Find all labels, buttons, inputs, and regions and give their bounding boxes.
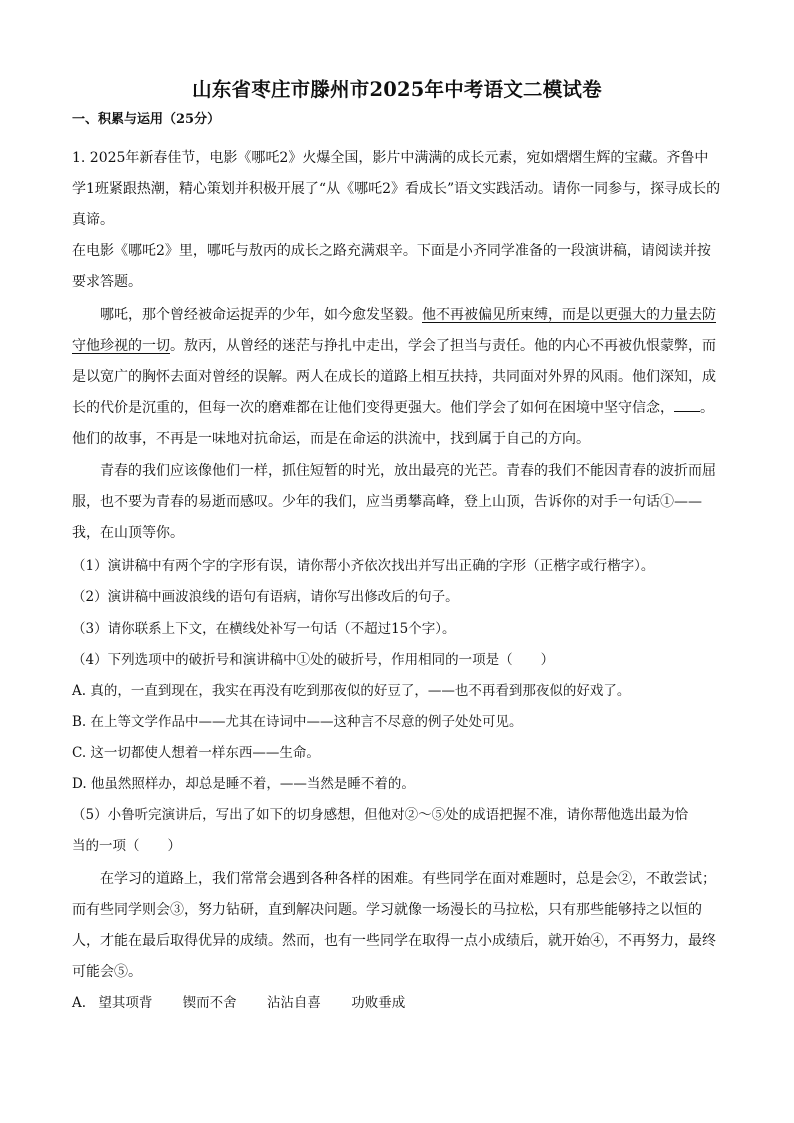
question-intro: 1. 2025年新春佳节，电影《哪吒2》火爆全国，影片中满满的成长元素，宛如熠熠生辉的宝藏。齐鲁中学1班紧跟热潮，精心策划并积极开展了“从《哪吒2》看成长”语文实践活动。请你一同参与，探寻成长的真谛。 [72,150,721,228]
speech-text: 。他们的故事，不再是一味地对抗命运，而是在命运的洪流中，找到属于自己的方向。 [72,400,714,447]
sub-question-3: （3）请你联系上下文，在横线处补写一句话（不超过15个字）。 [72,621,456,637]
option-d: D. 他虽然照样办，却总是睡不着，——当然是睡不着的。 [72,776,415,792]
speech-text: 哪吒，那个曾经被命运捉弄的少年，如今愈发坚毅。 [100,307,422,323]
sub-question-5-line-1: （5）小鲁听完演讲后，写出了如下的切身感想，但他对②～⑤处的成语把握不准，请你帮他选出最为恰 [72,807,689,823]
fill-in-blank[interactable] [674,397,700,412]
idiom-choice: 望其项背 [98,995,153,1011]
idiom-choice: 沾沾自喜 [266,995,321,1011]
speech-paragraph-1 [72,300,722,455]
speech-paragraph-2: 青春的我们应该像他们一样，抓住短暂的时光，放出最亮的光芒。青春的我们不能因青春的波折而屈服，也不要为青春的易逝而感叹。少年的我们，应当勇攀高峰，登上山顶，告诉你的对手一句话①——我，在山顶等你。 [72,463,716,541]
sub-question-4-text: （4）下列选项中的破折号和演讲稿中①处的破折号，作用相同的一项是（ [72,652,513,668]
wavy-underlined-sentence: 他不再被偏见所束缚，而是以更强大的力量去防守他珍视的一切 [72,307,716,354]
idiom-choice: 功败垂成 [351,995,406,1011]
sub-question-4 [72,650,732,670]
idiom-choice: 锲而不舍 [182,995,237,1011]
option-b: B. 在上等文学作品中——尤其在诗词中——这种言不尽意的例子处处可见。 [72,714,523,730]
question-intro-2: 在电影《哪吒2》里，哪吒与敖丙的成长之路充满艰辛。下面是小齐同学准备的一段演讲稿，请阅读并按要求答题。 [72,243,711,290]
reflection-paragraph: 在学习的道路上，我们常常会遇到各种各样的困难。有些同学在面对难题时，总是会②，不敢尝试；而有些同学则会③，努力钻研，直到解决问题。学习就像一场漫长的马拉松，只有那些能够持之以恒的人，才能在最后取得优异的成绩。然而，也有一些同学在取得一点小成绩后，就开始④，不再努力，最终可能会⑤。 [72,871,716,980]
option-a-idioms [72,993,732,1013]
option-a: A. 真的，一直到现在，我实在再没有吃到那夜似的好豆了，——也不再看到那夜似的好戏了。 [72,683,631,699]
paren-close: ） [167,838,181,854]
sub-question-1: （1）演讲稿中有两个字的字形有误，请你帮小齐依次找出并写出正确的字形（正楷字或行楷字）。 [72,558,655,574]
paren-close: ） [540,652,555,668]
speech-text: 。敖丙，从曾经的迷茫与挣扎中走出，学会了担当与责任。他的内心不再被仇恨蒙弊，而是以宽广的胸怀去面对曾经的误解。两人在成长的道路上相互扶持，共同面对外界的风雨。他们深知，成长的代价是沉重的，但每一次的磨难都在让他们变得更强大。他们学会了如何在困境中坚守信念， [72,338,716,416]
sub-question-5-line-2 [72,836,732,856]
section-heading: 一、积累与运用（25分） [72,112,221,127]
option-c: C. 这一切都使人想着一样东西——生命。 [72,745,320,761]
page-title: 山东省枣庄市滕州市2025年中考语文二模试卷 [192,78,602,101]
option-label: A. [72,995,87,1011]
sub-question-2: （2）演讲稿中画波浪线的语句有语病，请你写出修改后的句子。 [72,589,459,605]
sub-question-5-text: 当的一项（ [72,838,140,854]
